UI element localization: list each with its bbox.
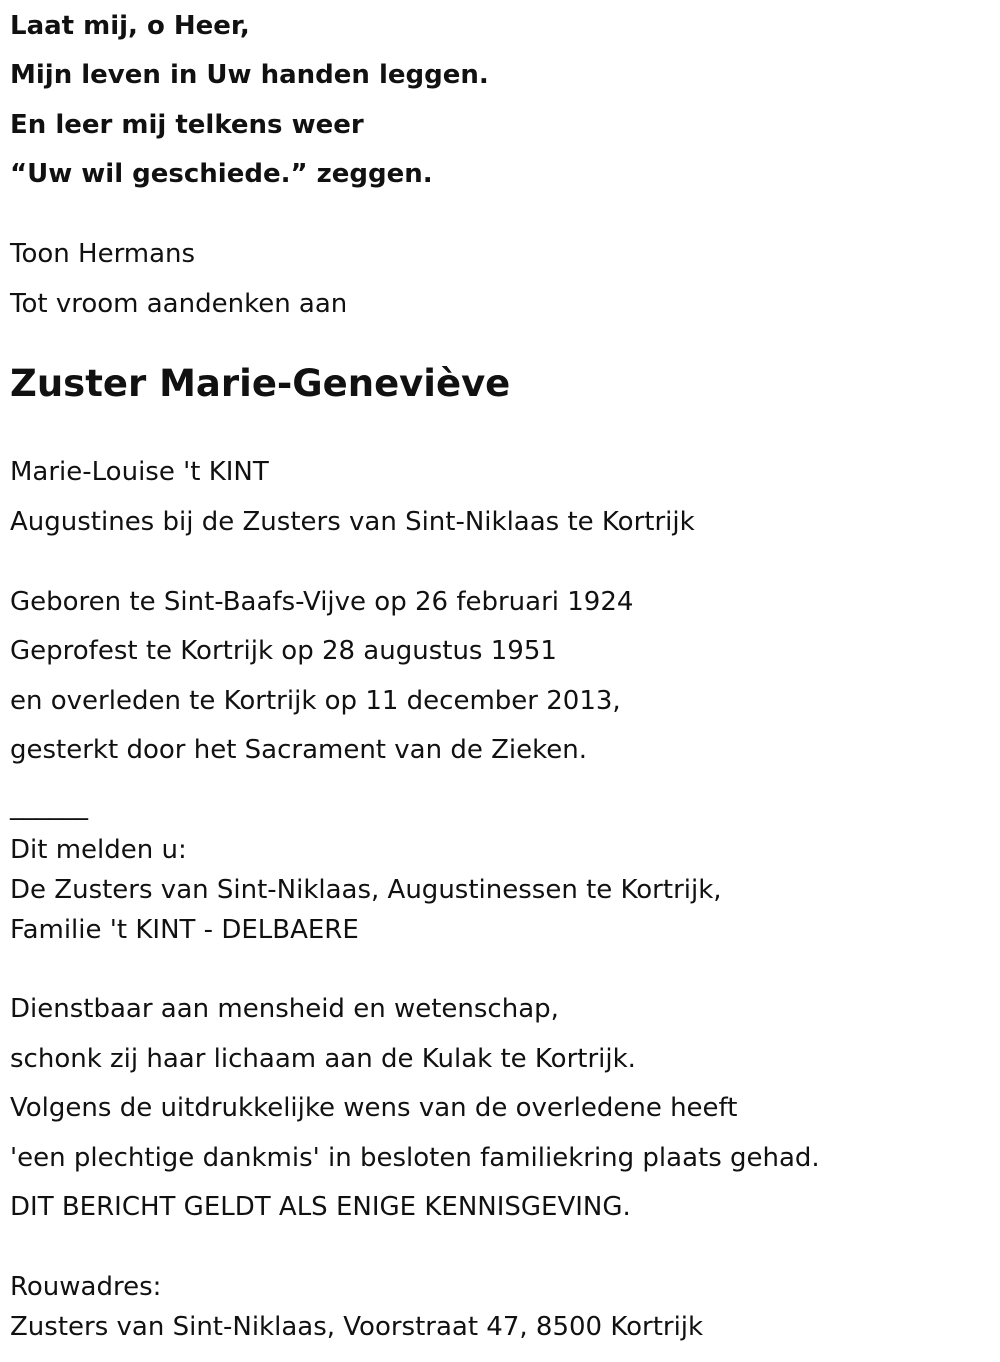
poem-line-1: Laat mij, o Heer,	[10, 11, 250, 41]
poem-line-3: En leer mij telkens weer	[10, 110, 364, 140]
announcement-intro: Dit melden u:	[10, 835, 187, 865]
memorial-intro: Tot vroom aandenken aan	[10, 289, 348, 319]
profession-date: Geprofest te Kortrijk op 28 augustus 1951	[10, 636, 557, 666]
birth-date: Geboren te Sint-Baafs-Vijve op 26 februari 1924	[10, 587, 634, 617]
notice-line-2: schonk zij haar lichaam aan de Kulak te Kortrijk.	[10, 1044, 636, 1074]
birth-name: Marie-Louise 't KINT	[10, 457, 269, 487]
poem-line-2: Mijn leven in Uw handen leggen.	[10, 60, 489, 90]
notice-line-3: Volgens de uitdrukkelijke wens van de overledene heeft	[10, 1093, 738, 1123]
religious-order: Augustines bij de Zusters van Sint-Niklaas te Kortrijk	[10, 507, 695, 537]
address-value: Zusters van Sint-Niklaas, Voorstraat 47, 8500 Kortrijk	[10, 1312, 704, 1342]
poem-line-4: “Uw wil geschiede.” zeggen.	[10, 159, 433, 189]
notice-line-5: DIT BERICHT GELDT ALS ENIGE KENNISGEVING.	[10, 1192, 631, 1222]
notice-line-1: Dienstbaar aan mensheid en wetenschap,	[10, 994, 559, 1024]
notice-line-4: 'een plechtige dankmis' in besloten familiekring plaats gehad.	[10, 1143, 820, 1173]
separator: ______	[10, 791, 88, 821]
poem-author: Toon Hermans	[10, 239, 196, 269]
sacrament-line: gesterkt door het Sacrament van de Zieken.	[10, 735, 587, 765]
address-label: Rouwadres:	[10, 1272, 162, 1302]
page-title: Zuster Marie-Geneviève	[10, 362, 511, 405]
announcement-line-1: De Zusters van Sint-Niklaas, Augustinessen te Kortrijk,	[10, 875, 722, 905]
death-date: en overleden te Kortrijk op 11 december 2013,	[10, 686, 621, 716]
announcement-line-2: Familie 't KINT - DELBAERE	[10, 915, 359, 945]
